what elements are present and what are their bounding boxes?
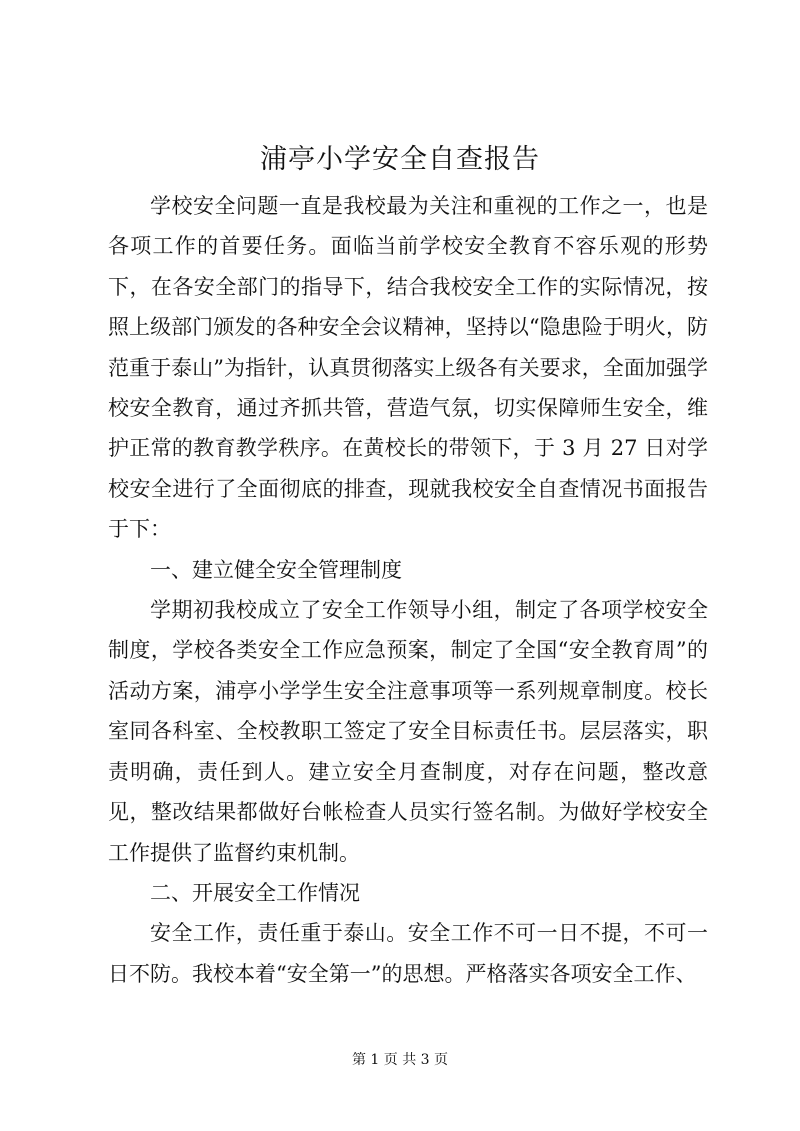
section-heading-1: 一、建立健全安全管理制度 (150, 557, 402, 582)
section-1-paragraph: 学期初我校成立了安全工作领导小组，制定了各项学校安全制度，学校各类安全工作应急预案，制定了全国“安全教育周”的活动方案，浦亭小学学生安全注意事项等一系列规章制度。校长室同各科室、全校教职工签定了安全目标责任书。层层落实，职责明确，责任到人。建立安全月查制度，对存在问题，整改意见，整改结果都做好台帐检查人员实行签名制。为做好学校安全工作提供了监督约束机制。 (108, 598, 708, 865)
document-body (108, 186, 708, 994)
intro-paragraph: 学校安全问题一直是我校最为关注和重视的工作之一，也是各项工作的首要任务。面临当前学校安全教育不容乐观的形势下，在各安全部门的指导下，结合我校安全工作的实际情况，按照上级部门颁发的各种安全会议精神，坚持以“隐患险于明火，防范重于泰山”为指针，认真贯彻落实上级各有关要求，全面加强学校安全教育，通过齐抓共管，营造气氛，切实保障师生安全，维护正常的教育教学秩序。在黄校长的带领下，于 3 月 27 日对学校安全进行了全面彻底的排查，现就我校安全自查情况书面报告于下： (108, 194, 708, 542)
document-title: 浦亭小学安全自查报告 (260, 144, 540, 175)
page-footer: 第 1 页 共 3 页 (351, 1052, 449, 1068)
section-heading-2: 二、开展安全工作情况 (150, 880, 360, 905)
section-2-paragraph: 安全工作，责任重于泰山。安全工作不可一日不提，不可一日不防。我校本着“安全第一”的思想。严格落实各项安全工作、 (108, 921, 708, 986)
